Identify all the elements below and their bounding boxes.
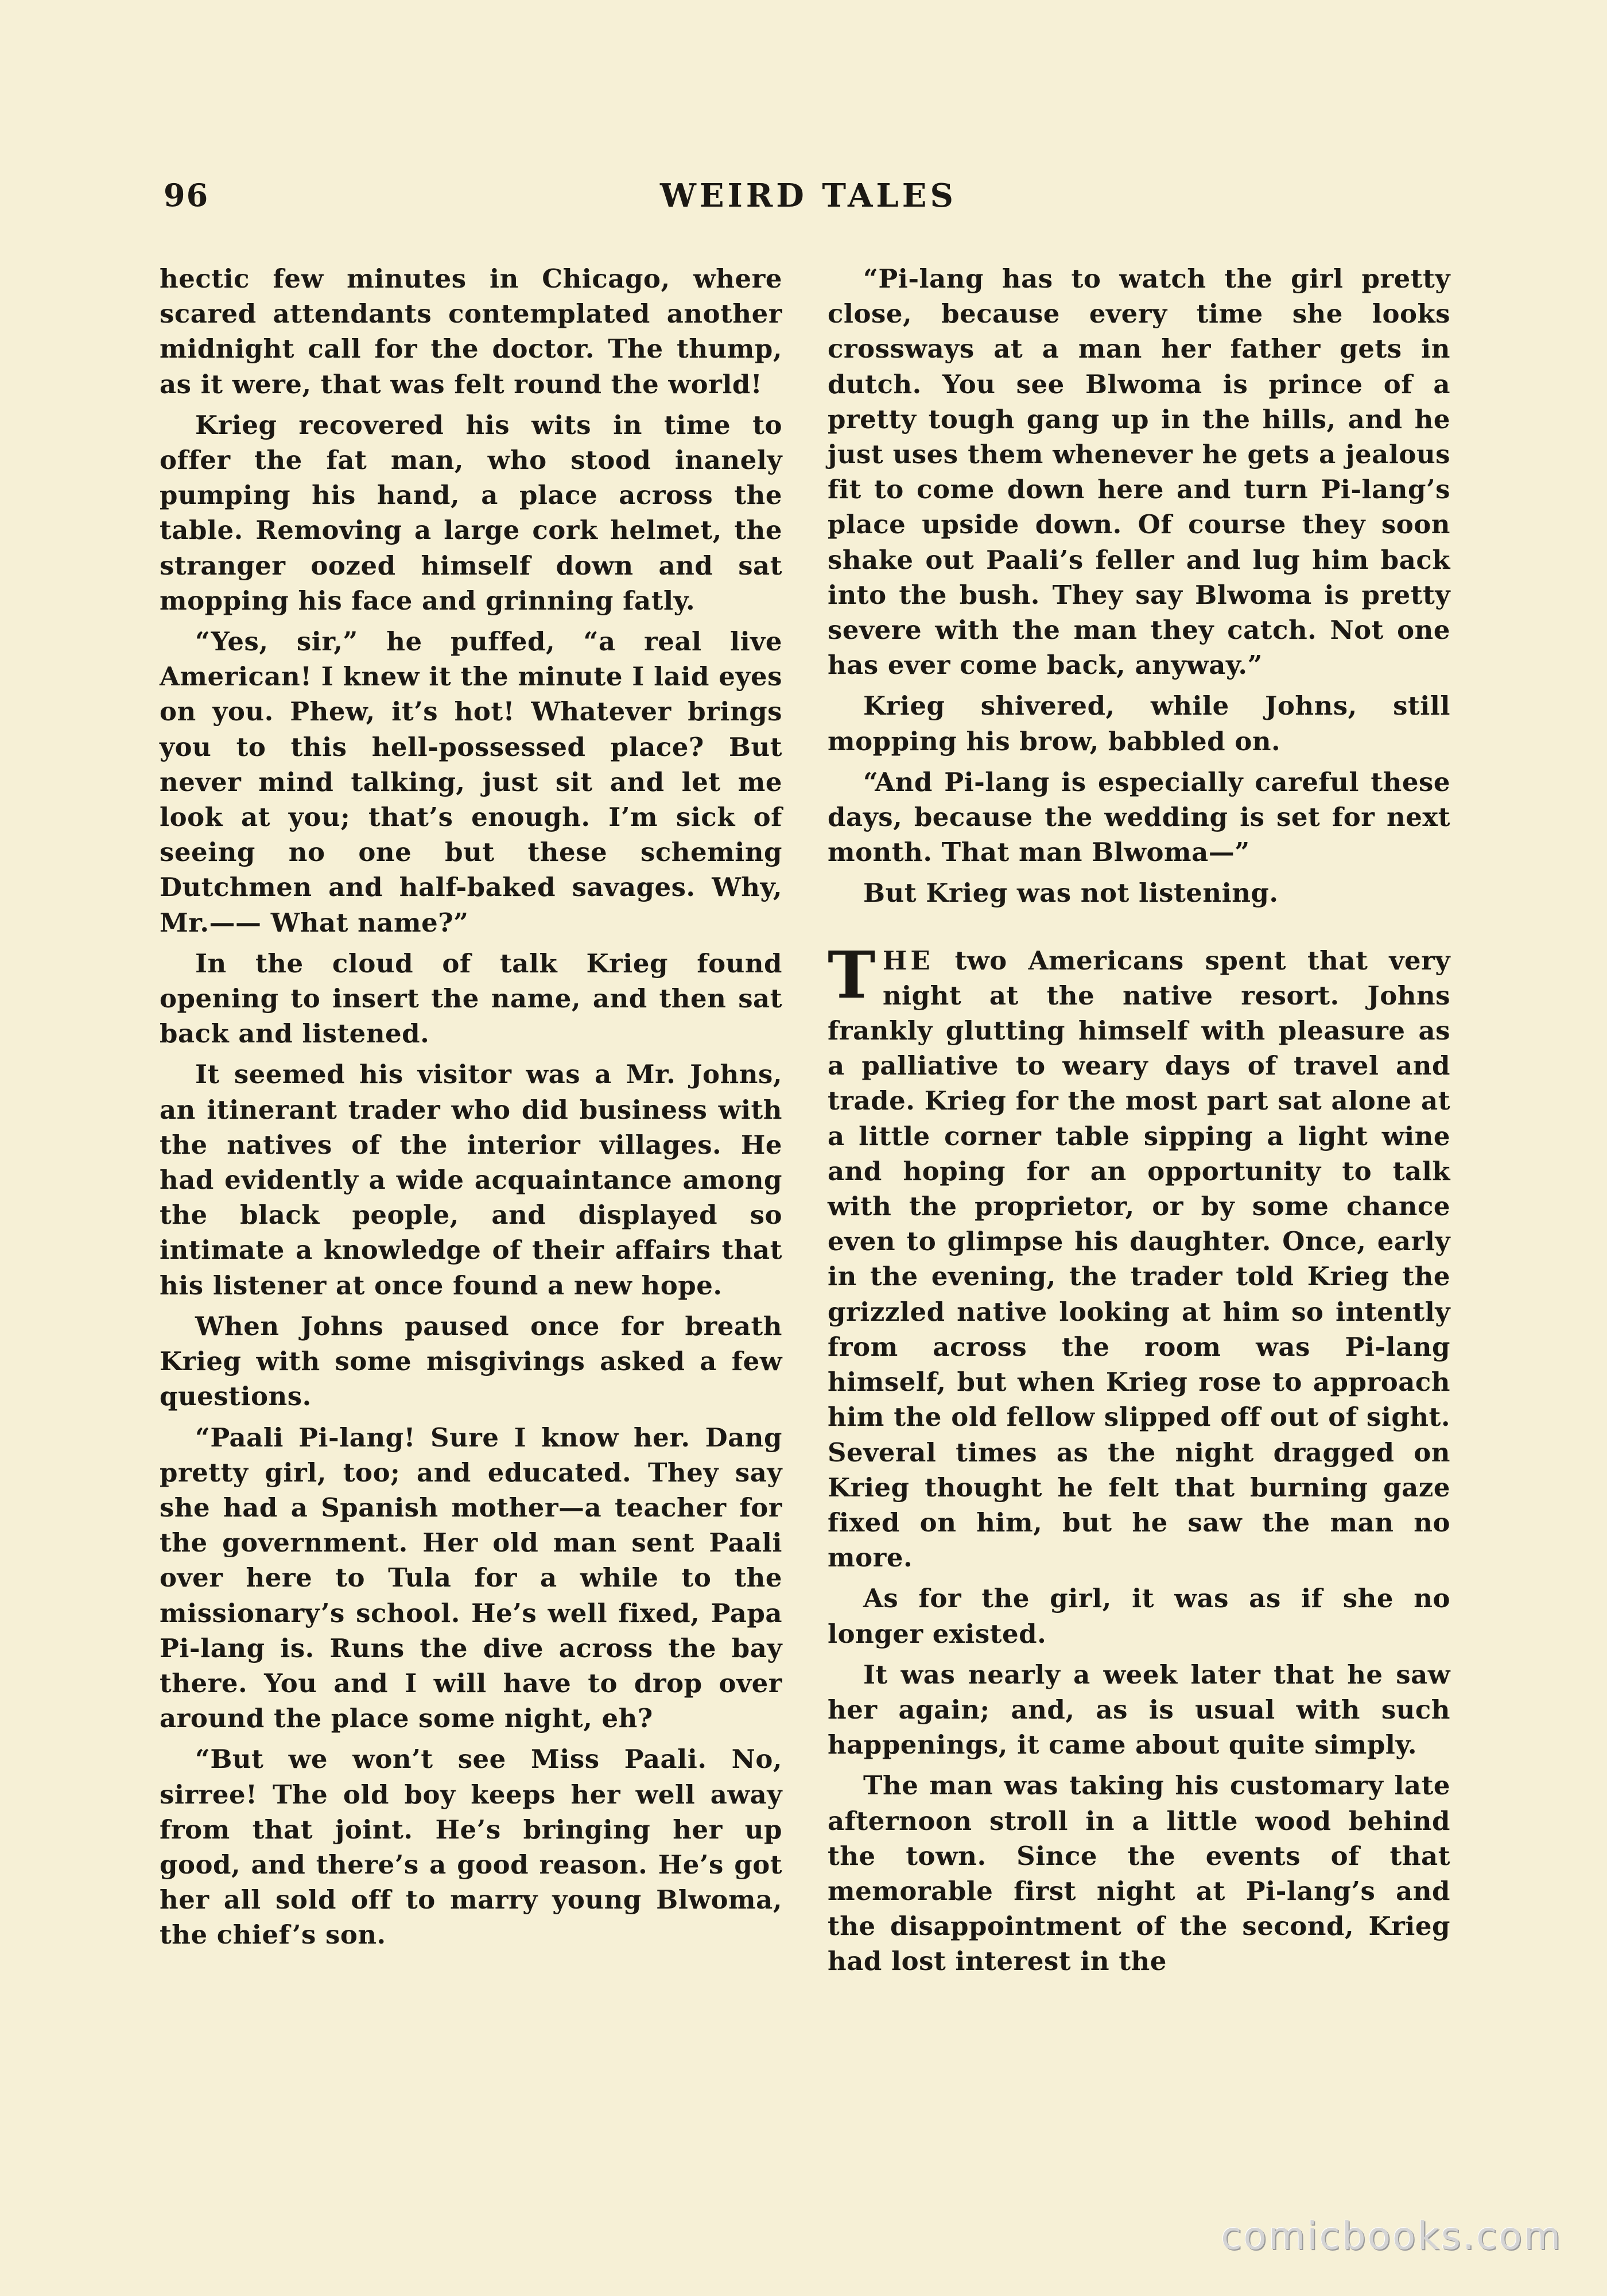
paragraph: But Krieg was not listening. [863,878,1279,909]
paragraph: In the cloud of talk Krieg found opening to insert the name, and then sat back and listened. [160,948,782,1049]
paragraph: “Yes, sir,” he puffed, “a real live American! I knew it the minute I laid eyes on you. Phew, it’s hot! Whatever brings you to this hell-possessed place? But never mind talking, just sit and let me look at you; that’s enough. I’m sick of seeing no one but these scheming Dutchmen and half-baked savages. Why, Mr.—— What name?” [160,626,782,938]
paragraph: It was nearly a week later that he saw her again; and, as is usual with such happenings, it came about quite simply. [828,1659,1450,1760]
watermark: comicbooks.com [1221,2214,1562,2258]
paragraph: hectic few minutes in Chicago, where scared attendants contemplated another midnight call for the doctor. The thump, as it were, that was felt round the world! [160,263,782,400]
page-number: 96 [164,177,209,214]
first-word: HE [882,945,934,976]
paragraph: “Pi-lang has to watch the girl pretty close, because every time she looks crossways at a man her father gets in dutch. You see Blwoma is prince of a pretty tough gang up in the hills, and he just uses them whenever he gets a jealous fit to come down here and turn Pi-lang’s place upside down. Of course they soon shake out Paali’s feller and lug him back into the bush. They say Blwoma is pretty severe with the man they catch. Not one has ever come back, anyway.” [828,263,1450,681]
paragraph: As for the girl, it was as if she no longer existed. [828,1583,1450,1649]
paragraph-text: two Americans spent that very night at the native resort. Johns frankly glutting himself with pleasure as a palliative to weary days of travel and trade. Krieg for the most part sat alone at a little corner table sipping a light wine and hoping for an opportunity to talk with the proprietor, or by some chance even to glimpse his daughter. Once, early in the evening, the trader told Krieg the grizzled native looking at him so intently from across the room was Pi-lang himself, but when Krieg rose to approach him the old fellow slipped off out of sight. Several times as the night dragged on Krieg thought he felt that burning gaze fixed on him, but he saw the man no more. [828,945,1450,1573]
paragraph: It seemed his visitor was a Mr. Johns, an itinerant trader who did business with the natives of the interior villages. He had evidently a wide acquaintance among the black people, and displayed so intimate a knowledge of their affairs that his listener at once found a new hope. [160,1059,782,1301]
page-header [164,177,1185,223]
paragraph: The man was taking his customary late afternoon stroll in a little wood behind the town. Since the events of that memorable first night at Pi-lang’s and the disappointment of the second, Krieg had lost interest in the [828,1770,1450,1977]
paragraph: When Johns paused once for breath Krieg with some misgivings asked a few questions. [160,1310,782,1412]
paragraph: “But we won’t see Miss Paali. No, sirree! The old boy keeps her well away from that joint. He’s bringing her up good, and there’s a good reason. He’s got her all sold off to marry young Blwoma, the chief’s son. [160,1744,782,1950]
paragraph: Krieg recovered his wits in time to offer the fat man, who stood inanely pumping his hand, a place across the table. Removing a large cork helmet, the stranger oozed himself down and sat mopping his face and grinning fatly. [160,409,782,616]
right-column [828,261,1450,1985]
running-title: WEIRD TALES [660,177,957,215]
drop-cap: T [828,937,876,1013]
section-start-paragraph [828,937,1450,1576]
paragraph: Krieg shivered, while Johns, still mopping his brow, babbled on. [828,691,1450,757]
left-column [160,261,782,1958]
paragraph: “Paali Pi-lang! Sure I know her. Dang pretty girl, too; and educated. They say she had a Spanish mother—a teacher for the government. Her old man sent Paali over here to Tula for a while to the missionary’s school. He’s well fixed, Papa Pi-lang is. Runs the dive across the bay there. You and I will have to drop over around the place some night, eh? [160,1422,782,1734]
paragraph: “And Pi-lang is especially careful these days, because the wedding is set for next month. That man Blwoma—” [828,766,1450,868]
